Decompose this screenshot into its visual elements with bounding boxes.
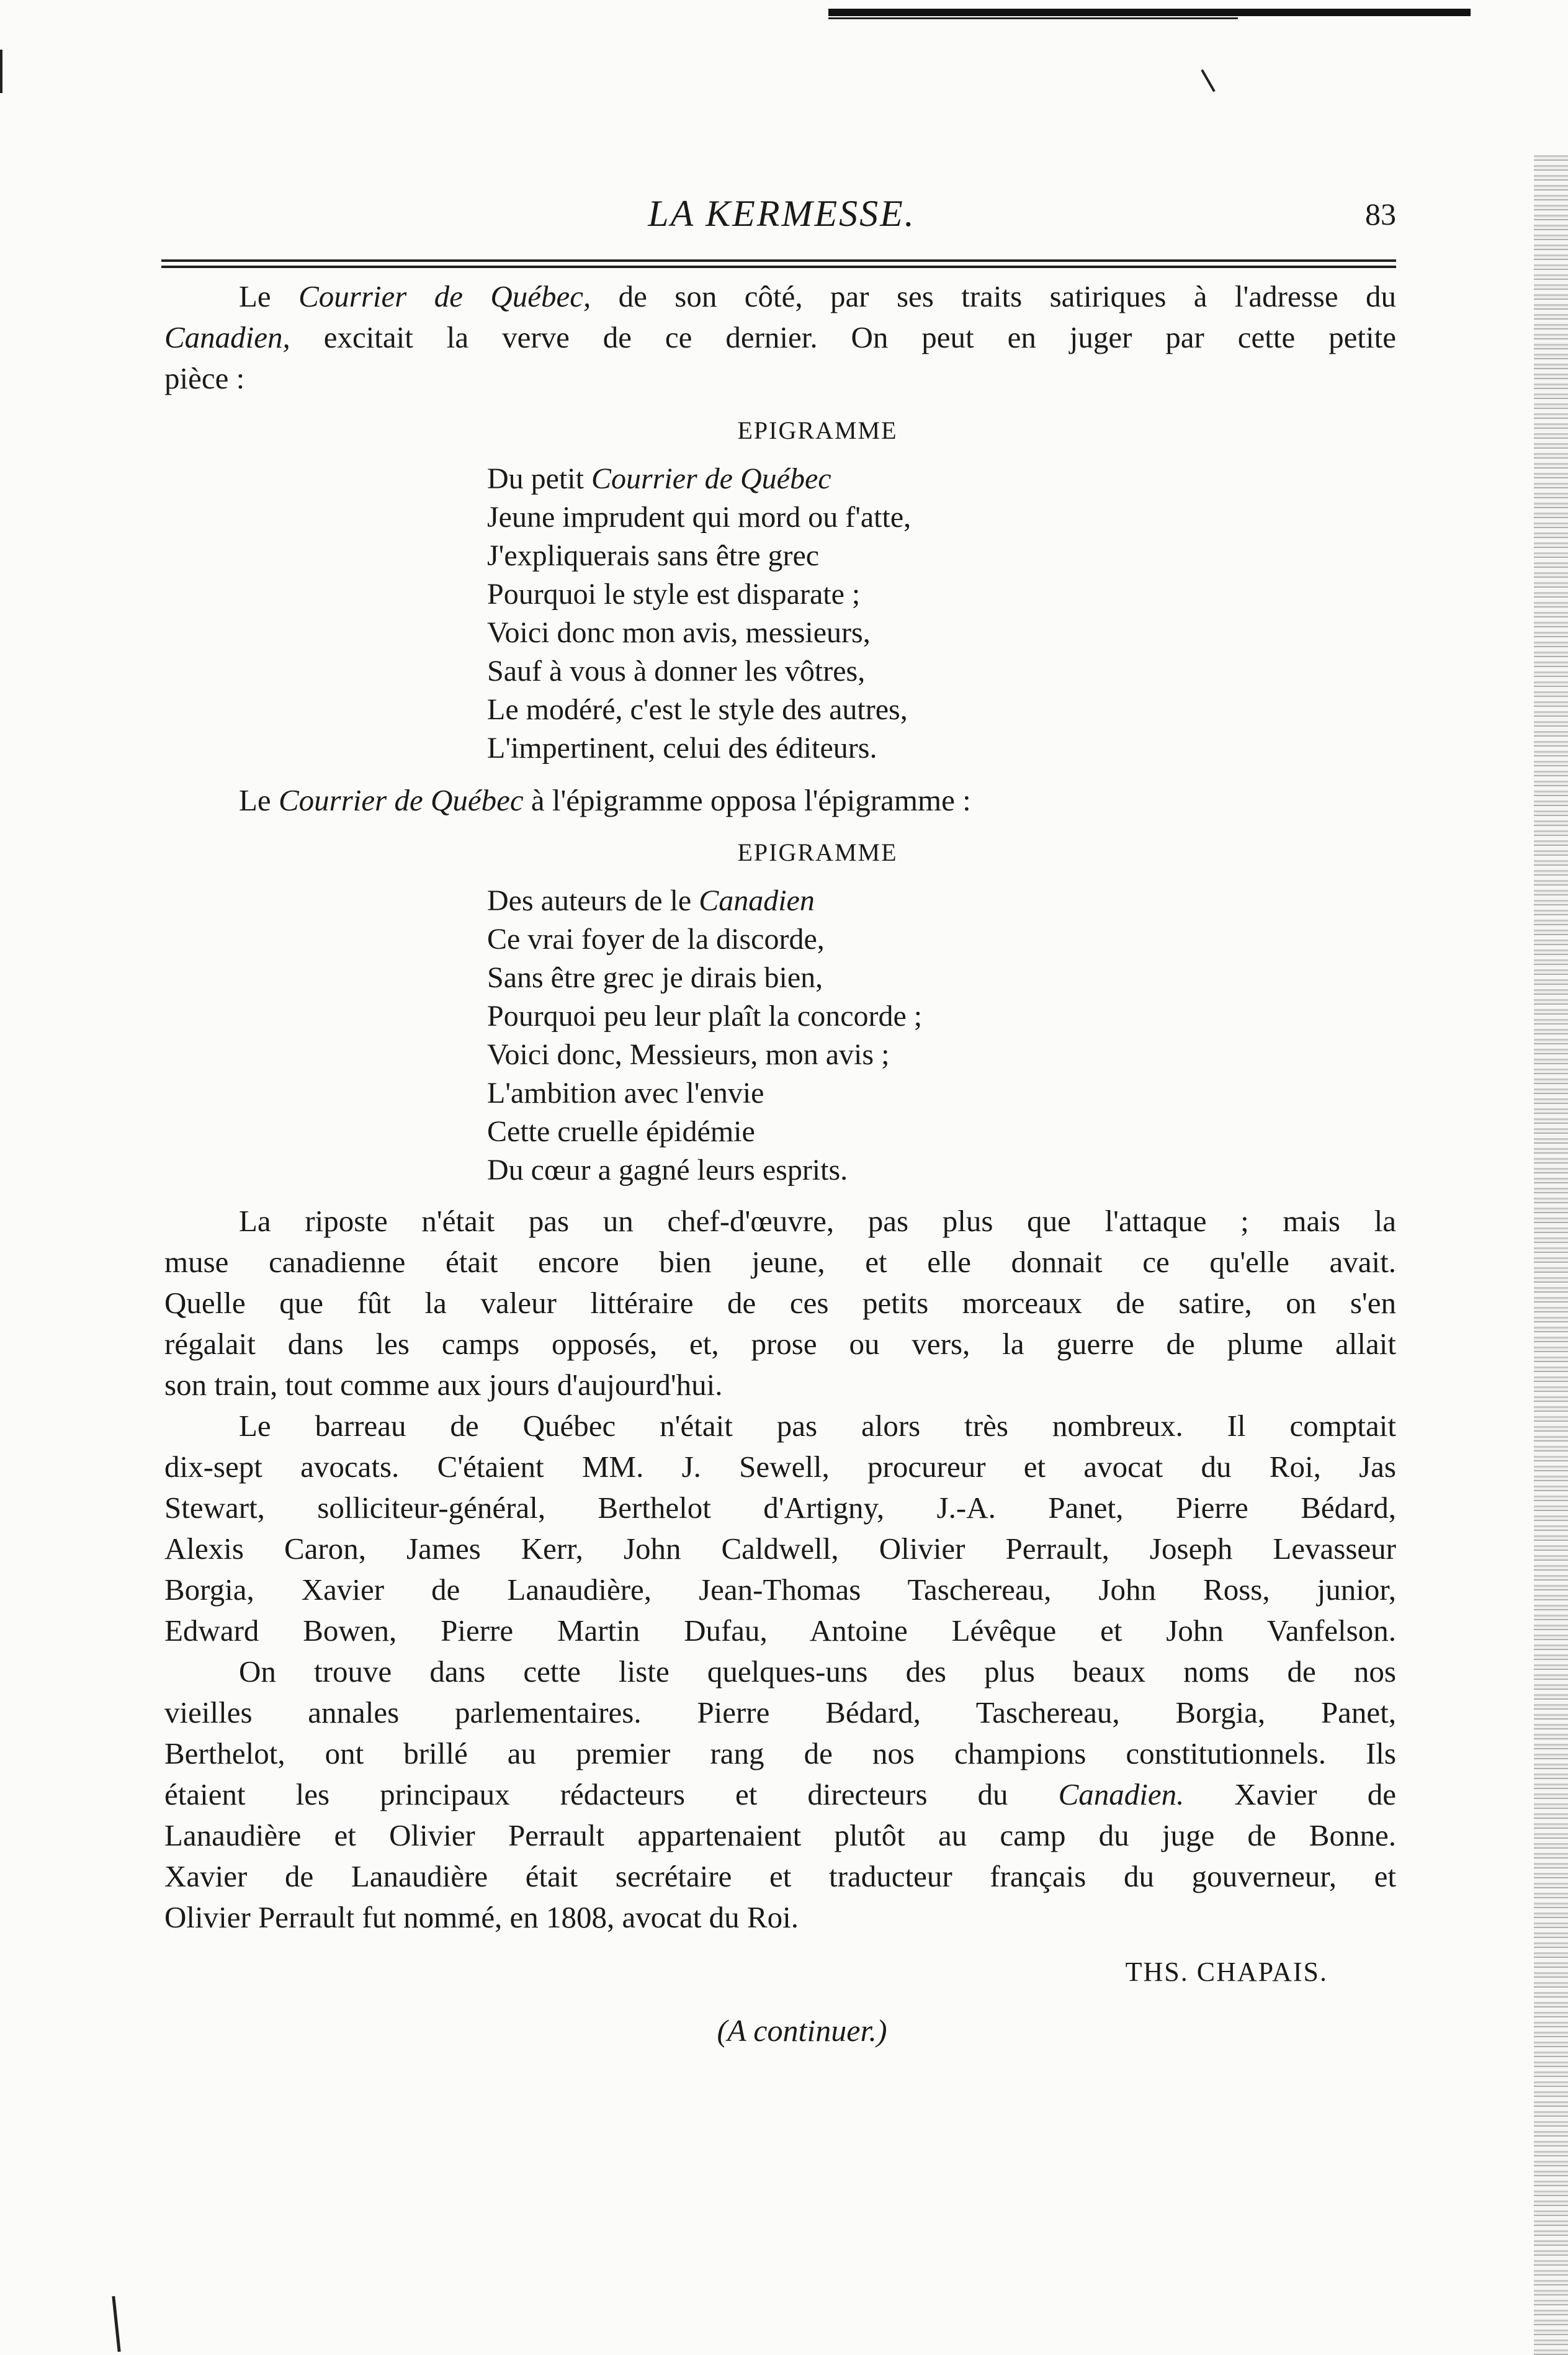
text-line: [164, 780, 1396, 821]
text-line: [487, 920, 1396, 959]
text-line: [487, 537, 1396, 575]
text-line: [164, 1610, 1396, 1651]
line-text: pièce :: [164, 361, 245, 395]
line-text: Le: [239, 279, 299, 313]
text-line: [487, 575, 1396, 614]
text-line: [487, 1151, 1396, 1190]
text-line: [164, 1815, 1396, 1856]
line-text: Quelle que fût la valeur littéraire de ces petits morceaux de satire, on s'en: [164, 1286, 1396, 1320]
paragraph-1: [164, 276, 1396, 399]
scan-mark: [0, 50, 2, 93]
line-text: régalait dans les camps opposés, et, prose ou vers, la guerre de plume allait: [164, 1327, 1396, 1361]
line-text: Sauf à vous à donner les vôtres,: [487, 655, 866, 688]
line-text: Du cœur a gagné leurs esprits.: [487, 1154, 848, 1186]
epigram-2-title: EPIGRAMME: [737, 838, 898, 866]
epigram-1: [164, 460, 1396, 768]
paragraph-3: [164, 1201, 1396, 1406]
text-line: [164, 1447, 1396, 1487]
top-border-rule-thin: [828, 17, 1238, 19]
text-line: [164, 1487, 1396, 1528]
paragraph-5: [164, 1651, 1396, 1938]
text-line: [164, 1528, 1396, 1569]
article-body: [164, 276, 1396, 2051]
text-line: [164, 1733, 1396, 1774]
text-line: [487, 1074, 1396, 1113]
text-line: [164, 1201, 1396, 1242]
line-text: Lanaudière et Olivier Perrault appartenaient plutôt au camp du juge de Bonne.: [164, 1818, 1396, 1852]
line-text: Alexis Caron, James Kerr, John Caldwell, Olivier Perrault, Joseph Levasseur: [164, 1532, 1396, 1566]
line-text: excitait la verve de ce dernier. On peut en juger par cette petite: [290, 320, 1396, 354]
line-text: Du petit: [487, 462, 591, 495]
line-text: de son côté, par ses traits satiriques à l'adresse du: [591, 279, 1396, 313]
text-line: [164, 1651, 1396, 1692]
line-text: Pourquoi peu leur plaît la concorde ;: [487, 1000, 923, 1033]
line-text: Olivier Perrault fut nommé, en 1808, avocat du Roi.: [164, 1900, 799, 1934]
text-line: [164, 1283, 1396, 1324]
text-line: [164, 1856, 1396, 1897]
text-line: [164, 1406, 1396, 1447]
text-line: [487, 498, 1396, 537]
text-line: [164, 1774, 1396, 1815]
text-line: [487, 1036, 1396, 1074]
page-header: [168, 192, 1396, 242]
scan-mark: [112, 2296, 120, 2352]
line-text: Le barreau de Québec n'était pas alors très nombreux. Il comptait: [239, 1409, 1396, 1443]
line-text: Voici donc, Messieurs, mon avis ;: [487, 1038, 890, 1071]
epigram-1-title: EPIGRAMME: [737, 416, 898, 444]
header-rule-bottom: [161, 266, 1396, 268]
line-text: Borgia, Xavier de Lanaudière, Jean-Thomas Taschereau, John Ross, junior,: [164, 1572, 1396, 1607]
line-text: Berthelot, ont brillé au premier rang de nos champions constitutionnels. Ils: [164, 1736, 1396, 1770]
line-text: Des auteurs de le: [487, 884, 699, 917]
page-number: 83: [1365, 197, 1396, 231]
italic-title: Courrier de Québec,: [298, 279, 591, 313]
line-text: Xavier de: [1184, 1777, 1396, 1811]
text-line: [164, 1365, 1396, 1406]
text-line: [164, 1324, 1396, 1365]
line-text: Le: [239, 783, 279, 817]
line-text: muse canadienne était encore bien jeune, et elle donnait ce qu'elle avait.: [164, 1245, 1396, 1279]
text-line: [487, 997, 1396, 1036]
line-text: Jeune imprudent qui mord ou f'atte,: [487, 501, 912, 534]
text-line: [487, 729, 1396, 768]
continuation-note: (A continuer.): [717, 2013, 887, 2048]
italic-title: Canadien: [699, 884, 815, 917]
text-line: [487, 691, 1396, 729]
author-signature: THS. CHAPAIS.: [1125, 1957, 1328, 1987]
line-text: dix-sept avocats. C'étaient MM. J. Sewell, procureur et avocat du Roi, Jas: [164, 1450, 1396, 1484]
line-text: étaient les principaux rédacteurs et directeurs du: [164, 1777, 1059, 1811]
line-text: L'ambition avec l'envie: [487, 1077, 764, 1110]
line-text: Cette cruelle épidémie: [487, 1115, 755, 1148]
text-line: [164, 1242, 1396, 1283]
text-line: [487, 1113, 1396, 1151]
line-text: Voici donc mon avis, messieurs,: [487, 616, 871, 649]
italic-title: Canadien.: [1058, 1777, 1185, 1811]
line-text: vieilles annales parlementaires. Pierre Bédard, Taschereau, Borgia, Panet,: [164, 1695, 1396, 1729]
text-line: [164, 276, 1396, 317]
paragraph-4: [164, 1406, 1396, 1651]
text-line: [164, 358, 1396, 399]
scan-mark: [1201, 70, 1215, 92]
running-title: LA KERMESSE.: [648, 193, 916, 234]
line-text: Ce vrai foyer de la discorde,: [487, 923, 825, 956]
text-line: [164, 317, 1396, 358]
line-text: Pourquoi le style est disparate ;: [487, 578, 861, 611]
text-line: [487, 652, 1396, 691]
text-line: [487, 882, 1396, 920]
line-text: à l'épigramme opposa l'épigramme :: [523, 783, 971, 817]
text-line: [487, 614, 1396, 652]
italic-title: Courrier de Québec: [278, 783, 524, 817]
line-text: L'impertinent, celui des éditeurs.: [487, 732, 877, 765]
header-rule-top: [161, 259, 1396, 262]
line-text: La riposte n'était pas un chef-d'œuvre, pas plus que l'attaque ; mais la: [239, 1204, 1396, 1238]
line-text: son train, tout comme aux jours d'aujourd'hui.: [164, 1368, 723, 1402]
epigram-2: [164, 882, 1396, 1190]
top-border-rule: [828, 9, 1471, 16]
text-line: [487, 460, 1396, 498]
text-line: [164, 1692, 1396, 1733]
text-line: [164, 1897, 1396, 1938]
line-text: Edward Bowen, Pierre Martin Dufau, Antoine Lévêque et John Vanfelson.: [164, 1613, 1396, 1648]
text-line: [164, 1569, 1396, 1610]
text-line: [487, 959, 1396, 997]
line-text: Sans être grec je dirais bien,: [487, 961, 823, 994]
line-text: Le modéré, c'est le style des autres,: [487, 693, 908, 726]
line-text: Xavier de Lanaudière était secrétaire et traducteur français du gouverneur, et: [164, 1859, 1396, 1893]
page-edge-shadow: [1534, 155, 1568, 2355]
line-text: J'expliquerais sans être grec: [487, 539, 820, 572]
italic-title: Courrier de Québec: [591, 462, 831, 495]
italic-title: Canadien,: [164, 320, 290, 354]
paragraph-2: [164, 780, 1396, 821]
line-text: On trouve dans cette liste quelques-uns des plus beaux noms de nos: [239, 1654, 1396, 1689]
line-text: Stewart, solliciteur-général, Berthelot d'Artigny, J.-A. Panet, Pierre Bédard,: [164, 1491, 1396, 1525]
